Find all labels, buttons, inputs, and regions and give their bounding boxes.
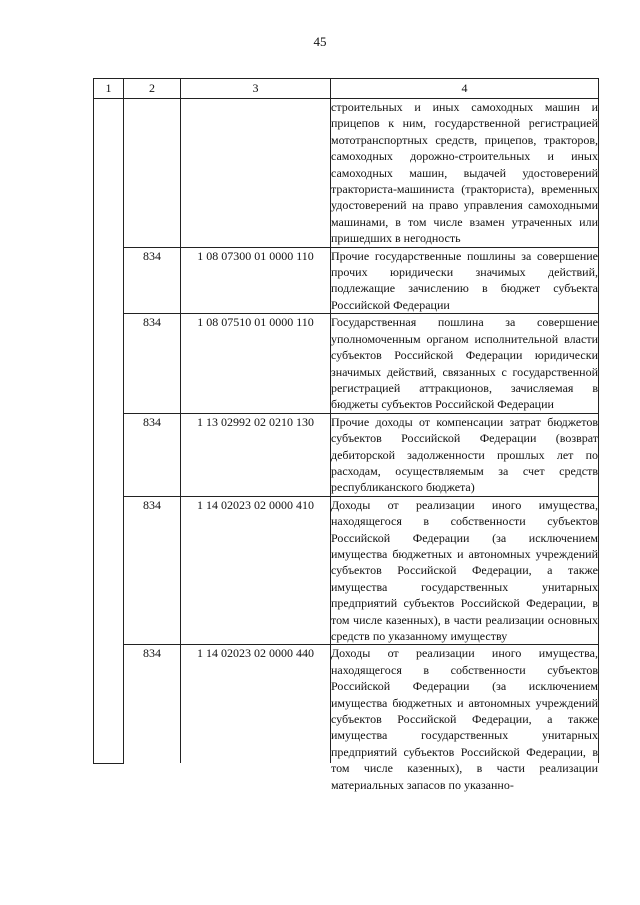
table-row — [94, 496, 599, 645]
revenue-name-cell: Прочие доходы от компенсации затрат бюджетов субъектов Российской Федерации (возврат дебиторской задолженности прошлых лет по расходам, осуществляемым за счет средств республиканского бюджета) — [331, 414, 598, 495]
table-row — [94, 413, 599, 496]
kbk-code-cell: 1 14 02023 02 0000 440 — [181, 645, 331, 764]
kbk-code-cell — [181, 99, 331, 248]
table-row — [94, 645, 599, 764]
kbk-code-cell: 1 08 07300 01 0000 110 — [181, 247, 331, 314]
column-header-4: 4 — [331, 79, 599, 99]
column-header-1: 1 — [94, 79, 124, 99]
admin-code-cell: 834 — [124, 645, 181, 764]
admin-code-cell: 834 — [124, 413, 181, 496]
revenue-name-cell — [331, 645, 599, 792]
page-number: 45 — [313, 34, 327, 49]
revenue-name-text: Доходы от реализации иного имущества, находящегося в собственности субъектов Российской Федерации (за исключением имущества бюджетных и автономных учреждений субъектов Российской Федерации, а также имущества государственных унитарных предприятий субъектов Российской Федерации, в том числе казенных), в части реализации материальных запасов по указанно- — [331, 646, 598, 792]
revenue-name-cell: Государственная пошлина за совершение уполномоченным органом исполнительной власти субъектов Российской Федерации юридически значимых действий, связанных с государственной регистрацией аттракционов, зачисляемая в бюджеты субъектов Российской Федерации — [331, 315, 598, 412]
column-header-2: 2 — [124, 79, 181, 99]
admin-code-cell: 834 — [124, 314, 181, 413]
group-cell — [94, 99, 124, 764]
admin-code-cell — [124, 99, 181, 248]
table-header-row — [94, 79, 599, 99]
table-row-continuation — [94, 99, 599, 248]
revenue-name-cell: Доходы от реализации иного имущества, находящегося в собственности субъектов Российской Федерации (за исключением имущества бюджетных и автономных учреждений субъектов Российской Федерации, а также имущества государственных унитарных предприятий субъектов Российской Федерации, в том числе казенных), в части реализации основных средств по указанному имуществу — [331, 497, 598, 643]
revenue-name-cell: Прочие государственные пошлины за совершение прочих юридически значимых действий, подлежащие зачислению в бюджет субъекта Российской Федерации — [331, 248, 598, 312]
revenue-name-cell: строительных и иных самоходных машин и прицепов к ним, государственной регистрацией мототранспортных средств, прицепов, тракторов, самоходных дорожно-строительных и иных самоходных машин, выдачей удостоверений тракториста-машиниста (тракториста), временных удостоверений на право управления самоходными машинами, в том числе взамен утраченных или пришедших в негодность — [331, 100, 598, 246]
admin-code-cell: 834 — [124, 496, 181, 645]
kbk-code-cell: 1 13 02992 02 0210 130 — [181, 413, 331, 496]
table-row — [94, 247, 599, 314]
table-row — [94, 314, 599, 413]
column-header-3: 3 — [181, 79, 331, 99]
kbk-code-cell: 1 08 07510 01 0000 110 — [181, 314, 331, 413]
admin-code-cell: 834 — [124, 247, 181, 314]
kbk-code-cell: 1 14 02023 02 0000 410 — [181, 496, 331, 645]
revenue-classification-table — [93, 78, 599, 792]
